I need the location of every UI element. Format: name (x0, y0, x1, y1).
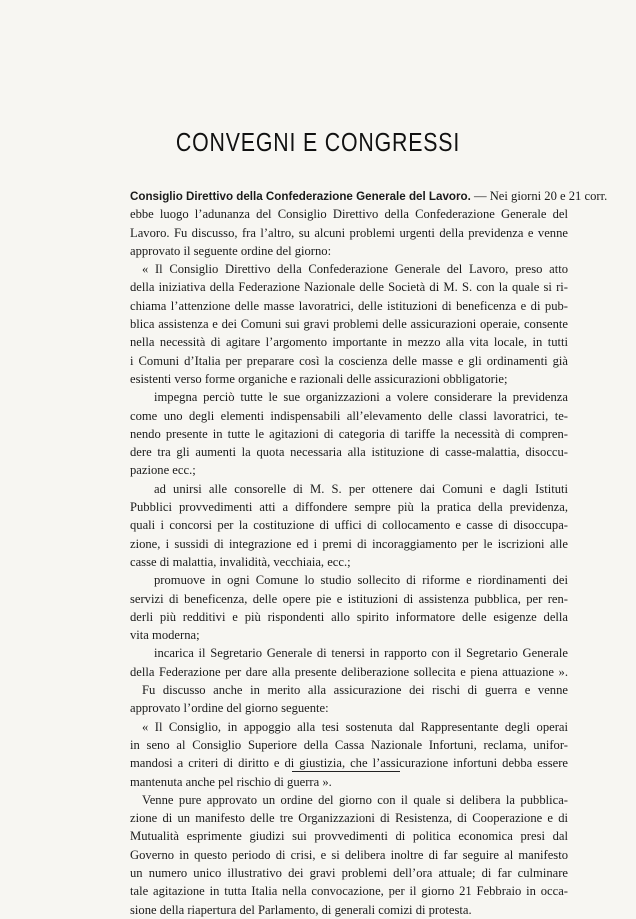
article-line: ebbe luogo l’adunanza del Consiglio Direttivo della Confederazione Generale del (130, 207, 568, 222)
article-line: mantenuta anche pel rischio di guerra ». (130, 774, 332, 789)
article-line: ad unirsi alle consorelle di M. S. per ottenere dai Comuni e dagli Istituti (154, 481, 568, 496)
article-line: in seno al Consiglio Superiore della Cassa Nazionale Infortuni, reclama, unifor- (130, 737, 568, 752)
article-line: zione di un manifesto delle tre Organizzazioni di Resistenza, di Cooperazione e di (130, 811, 568, 826)
article-line: promuove in ogni Comune lo studio sollecito di riforme e riordinamenti dei (154, 573, 568, 588)
article-line: Lavoro. Fu discusso, fra l’altro, su alcuni problemi urgenti della previdenza e venne (130, 225, 568, 240)
article-line-0-text: — Nei giorni 20 e 21 corr. (470, 189, 608, 203)
article-line: Governo in questo periodo di crisi, e si delibera inoltre di far seguire al manifesto (130, 847, 568, 862)
article-line: casse di malattia, invalidità, vecchiaia, ecc.; (130, 554, 351, 569)
article-line: Pubblici provvedimenti atti a diffondere sempre più la pratica della previdenza, (130, 500, 568, 515)
article-line: « Il Consiglio, in appoggio alla tesi sostenuta dal Rappresentante degli operai (142, 719, 568, 734)
article-line: vita moderna; (130, 628, 200, 643)
article-line: impegna perciò tutte le sue organizzazioni a volere considerare la previdenza (154, 390, 568, 405)
article-line: servizi di beneficenza, delle opere pie e istituzioni di assistenza pubblica, per ren- (130, 591, 568, 606)
article-line: pazione ecc.; (130, 463, 196, 478)
article-line: derli più redditivi e più rispondenti allo spirito informatore delle esigenze della (130, 609, 568, 624)
article-line: approvato il seguente ordine del giorno: (130, 243, 332, 258)
article-lead: Consiglio Direttivo della Confederazione Generale del Lavoro. (130, 190, 471, 203)
article-line: nendo presente in tutte le agitazioni di categoria di tariffe la necessità di compren- (130, 426, 568, 441)
article-line: blica assistenza e dei Comuni sui gravi problemi delle assicurazioni operaie, consente (130, 317, 568, 332)
article-line: come uno degli elementi indispensabili all’elevamento delle classi lavoratrici, te- (130, 408, 568, 423)
article-line: mandosi a criteri di diritto e di giustizia, che l’assicurazione infortuni debba essere (130, 756, 568, 771)
article-line: della iniziativa della Federazione Nazionale delle Società di M. S. con la quale si ri- (130, 280, 568, 295)
article-line: incarica il Segretario Generale di tenersi in rapporto con il Segretario Generale (154, 646, 568, 661)
article-line: i Comuni d’Italia per preparare così la coscienza delle masse e gli ordinamenti già (130, 353, 568, 368)
article-line: Venne pure approvato un ordine del giorno con il quale si delibera la pubblica- (142, 792, 568, 807)
article-line: Mutualità esprimente giudizi sui provvedimenti di politica economica presi dal (130, 829, 568, 844)
article-line-0 (130, 187, 608, 205)
article-line: Fu discusso anche in merito alla assicurazione dei rischi di guerra e venne (142, 683, 568, 698)
article-line: esistenti verso forme organiche e razionali delle assicurazioni obbligatorie; (130, 371, 508, 386)
article-line: chiama l’attenzione delle masse lavoratrici, delle istituzioni di beneficenza e di pub- (130, 298, 568, 313)
article-line: « Il Consiglio Direttivo della Confederazione Generale del Lavoro, preso atto (142, 262, 568, 277)
article-line: un numero unico illustrativo dei gravi problemi dell’ora attuale; di far culminare (130, 865, 568, 880)
closing-rule (292, 771, 400, 772)
article-line: dere tra gli aumenti la quota necessaria alla istituzione di casse-malattia, disoccu- (130, 445, 568, 460)
article-line: zione, i sussidi di integrazione ed i premi di incoraggiamento per le iscrizioni alle (130, 536, 568, 551)
article-line: approvato l’ordine del giorno seguente: (130, 701, 329, 716)
article-line: della Federazione per dare alla presente deliberazione sollecita e piena attuazione ». (130, 664, 568, 679)
page-title: CONVEGNI E CONGRESSI (175, 127, 461, 157)
article-line: nella necessità di agitare l’argomento importante in mezzo alla vita locale, in tutti (130, 335, 568, 350)
article-line: sione della riapertura del Parlamento, di generali comizi di protesta. (130, 902, 472, 917)
article-line: quali i concorsi per la costituzione di uffici di collocamento e casse di disoccupa- (130, 518, 568, 533)
article-line: tale agitazione in tutta Italia nella convocazione, per il giorno 21 Febbraio in occa- (130, 884, 568, 899)
article-body (130, 187, 608, 919)
